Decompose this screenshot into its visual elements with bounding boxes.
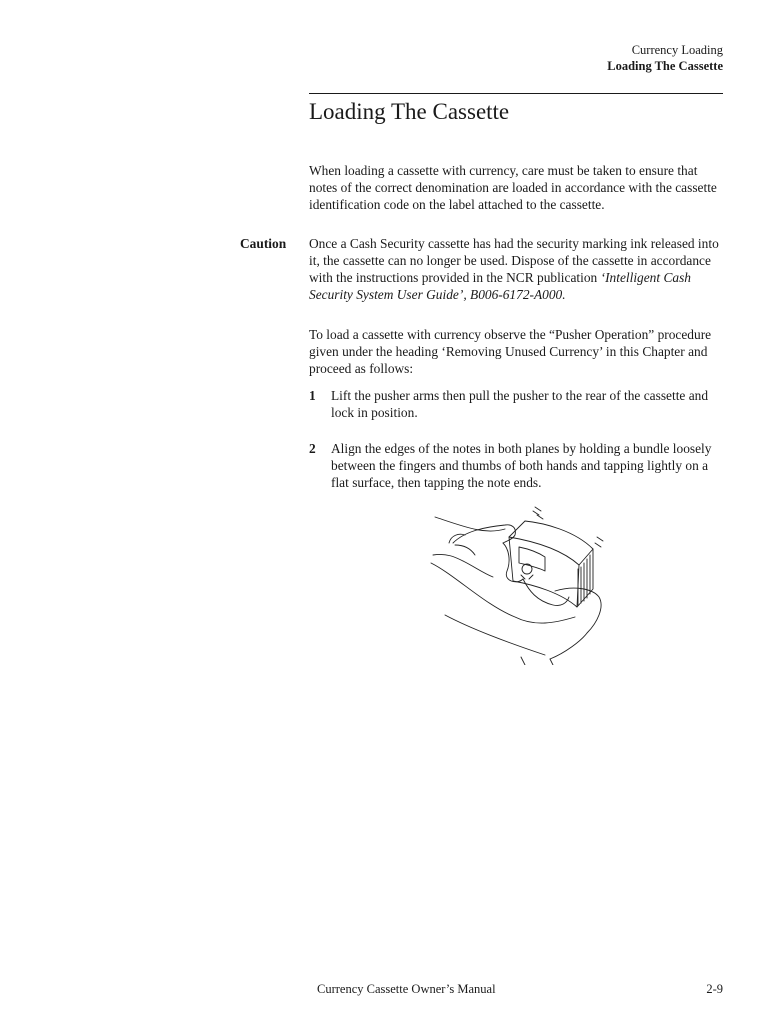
footer-page-number: 2-9	[706, 982, 723, 996]
procedure-intro-paragraph: To load a cassette with currency observe the “Pusher Operation” procedure given under the heading ‘Removing Unused Currency’ in this Chapter and proceed as follows:	[309, 327, 712, 376]
caution-text: Once a Cash Security cassette has had the security marking ink released into it, the cassette can no longer be used. Dispose of the cassette in accordance with the instructions provided in the NCR publication	[309, 236, 719, 285]
caution-label: Caution	[240, 236, 287, 251]
running-head-chapter: Currency Loading	[631, 43, 723, 57]
intro-paragraph: When loading a cassette with currency, care must be taken to ensure that notes of the correct denomination are loaded in accordance with the cassette identification code on the label attached to the cassette.	[309, 163, 717, 212]
running-head-section: Loading The Cassette	[607, 59, 723, 73]
step-number: 2	[309, 441, 316, 456]
caution-paragraph	[309, 235, 729, 303]
footer-manual-title: Currency Cassette Owner’s Manual	[317, 982, 496, 996]
step-2	[309, 440, 729, 491]
running-head	[607, 42, 723, 74]
caution-reference: ‘Intelligent Cash Security System User Guide’, B006-6172-A000.	[309, 270, 691, 302]
title-rule	[309, 93, 723, 94]
step-1	[309, 387, 729, 421]
hands-tapping-notes-illustration	[425, 505, 610, 665]
step-text: Lift the pusher arms then pull the pusher to the rear of the cassette and lock in position.	[331, 388, 709, 420]
step-number: 1	[309, 388, 316, 403]
step-text: Align the edges of the notes in both planes by holding a bundle loosely between the fingers and thumbs of both hands and tapping lightly on a flat surface, then tapping the note ends.	[331, 441, 712, 490]
page-title: Loading The Cassette	[309, 99, 510, 124]
